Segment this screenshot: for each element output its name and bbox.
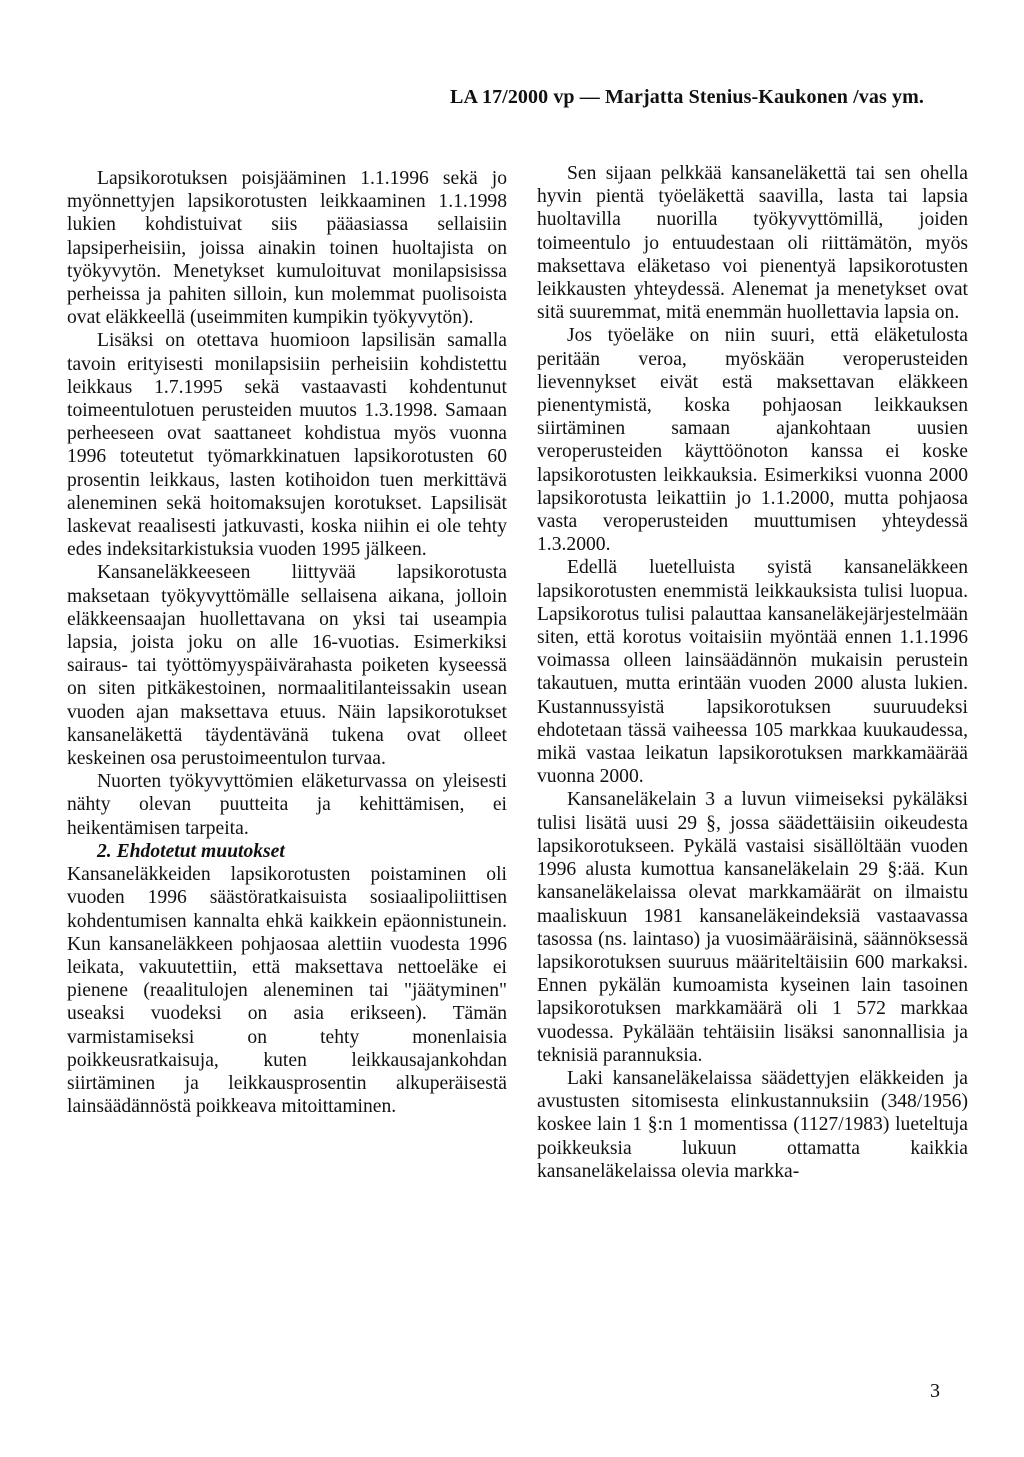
paragraph: Kansaneläkelain 3 a luvun viimeiseksi pykäläksi tulisi lisätä uusi 29 §, jossa säädettäisiin oikeudesta lapsikorotukseen. Pykälä vastaisi sisällöltään vuoden 1996 alusta kumottua kansaneläkelain 29 §:ää. Kun kansaneläkelaissa olevat markkamäärät on ilmaistu maaliskuun 1981 kansaneläkeindeksiä vastaavassa tasossa (ns. laintaso) ja vuosimääräisinä, säännöksessä lapsikorotuksen suuruus määriteltäisiin 600 markaksi. Ennen pykälän kumoamista kyseinen lain tasoinen lapsikorotuksen markkamäärä oli 1 572 markkaa vuodessa. Pykälään tehtäisiin lisäksi sanonnallisia ja teknisiä parannuksia. (537, 789, 968, 1066)
page-number: 3 (930, 1380, 940, 1402)
paragraph: Lapsikorotuksen poisjääminen 1.1.1996 sekä jo myönnettyjen lapsikorotusten leikkaaminen 1.1.1998 lukien kohdistuivat siis pääasiassa sellaisiin lapsiperheisiin, joissa ainakin toinen huoltajista on työkyvytön. Menetykset kumuloituvat monilapsisissa perheissa ja pahiten silloin, kun molemmat puolisoista ovat eläkkeellä (useimmiten kumpikin työkyvytön). (67, 168, 507, 329)
paragraph: Edellä luetelluista syistä kansaneläkkeen lapsikorotusten enemmistä leikkauksista tulisi luopua. Lapsikorotus tulisi palauttaa kansaneläkejärjestelmään siten, että korotus voitaisiin myöntää ennen 1.1.1996 voimassa olleen lainsäädännön mukaisin perustein takautuen, mutta erintään vuoden 2000 alusta lukien. Kustannussyistä lapsikorotuksen suuruudeksi ehdotetaan tässä vaiheessa 105 markkaa kuukaudessa, mikä vastaa leikatun lapsikorotuksen markkamäärää vuonna 2000. (537, 557, 968, 788)
paragraph: Kansaneläkkeeseen liittyvää lapsikorotusta maksetaan työkyvyttömälle sellaisena aikana, jolloin eläkkeensaajan huollettavana on yksi tai useampia lapsia, joista joku on alle 16-vuotias. Esimerkiksi sairaus- tai työttömyyspäivärahasta poiketen kyseessä on siten pitkäkestoinen, normaalitilanteissakin usean vuoden ajan maksettava etuus. Näin lapsikorotukset kansaneläkettä täydentävänä tukena ovat olleet keskeinen osa perustoimeentulon turvaa. (67, 562, 507, 770)
paragraph: Laki kansaneläkelaissa säädettyjen eläkkeiden ja avustusten sitomisesta elinkustannuksiin (348/1956) koskee lain 1 §:n 1 momentissa (1127/1983) lueteltuja poikkeuksia lukuun ottamatta kaikkia kansaneläkelaissa olevia markka- (537, 1067, 968, 1182)
paragraph: Lisäksi on otettava huomioon lapsilisän samalla tavoin erityisesti monilapsisiin perheisiin kohdistettu leikkaus 1.7.1995 sekä vastaavasti kohdentunut toimeentulotuen perusteiden muutos 1.3.1998. Samaan perheeseen ovat saattaneet kohdistua myös vuonna 1996 toteutetut työmarkkinatuen lapsikorotusten 60 prosentin leikkaus, lasten kotihoidon tuen merkittävä aleneminen sekä hoitomaksujen korotukset. Lapsilisät laskevat reaalisesti jatkuvasti, koska niihin ei ole tehty edes indeksitarkistuksia vuoden 1995 jälkeen. (67, 330, 507, 561)
paragraph: Kansaneläkkeiden lapsikorotusten poistaminen oli vuoden 1996 säästöratkaisuista sosiaalipoliittisen kohdentumisen kannalta ehkä kaikkein epäonnistunein. Kun kansaneläkkeen pohjaosaa alettiin vuodesta 1996 leikata, vakuutettiin, että maksettava nettoeläke ei pienene (reaalitulojen aleneminen tai "jäätyminen" useaksi vuodeksi on asia erikseen). Tämän varmistamiseksi on tehty monenlaisia poikkeusratkaisuja, kuten leikkausajankohdan siirtäminen ja leikkausprosentin alkuperäisestä lainsäädännöstä poikkeava mitoittaminen. (67, 864, 507, 1118)
paragraph: Sen sijaan pelkkää kansaneläkettä tai sen ohella hyvin pientä työeläkettä saavilla, lasta tai lapsia huoltavilla nuorilla työkyvyttömillä, joiden toimeentulo jo entuudestaan oli riittämätön, myös maksettava eläketaso voi pienentyä lapsikorotusten leikkausten yhteydessä. Alenemat ja menetykset ovat sitä suuremmat, mitä enemmän huollettavia lapsia on. (537, 163, 968, 324)
running-header: LA 17/2000 vp — Marjatta Stenius-Kaukonen /vas ym. (450, 86, 924, 108)
paragraph: Jos työeläke on niin suuri, että eläketulosta peritään veroa, myöskään veroperusteiden lievennykset eivät estä maksettavan eläkkeen pienentymistä, koska pohjaosan leikkauksen siirtäminen samaan ajankohtaan uusien veroperusteiden käyttöönoton kanssa ei koske lapsikorotusten leikkauksia. Esimerkiksi vuonna 2000 lapsikorotusta leikattiin jo 1.1.2000, mutta pohjaosa vasta veroperusteiden muuttumisen yhteydessä 1.3.2000. (537, 325, 968, 556)
right-column (537, 162, 968, 1183)
paragraph: Nuorten työkyvyttömien eläketurvassa on yleisesti nähty olevan puutteita ja kehittämisen, ei heikentämisen tarpeita. (67, 771, 507, 839)
left-column (67, 167, 507, 1118)
section-heading: 2. Ehdotetut muutokset (97, 840, 285, 862)
